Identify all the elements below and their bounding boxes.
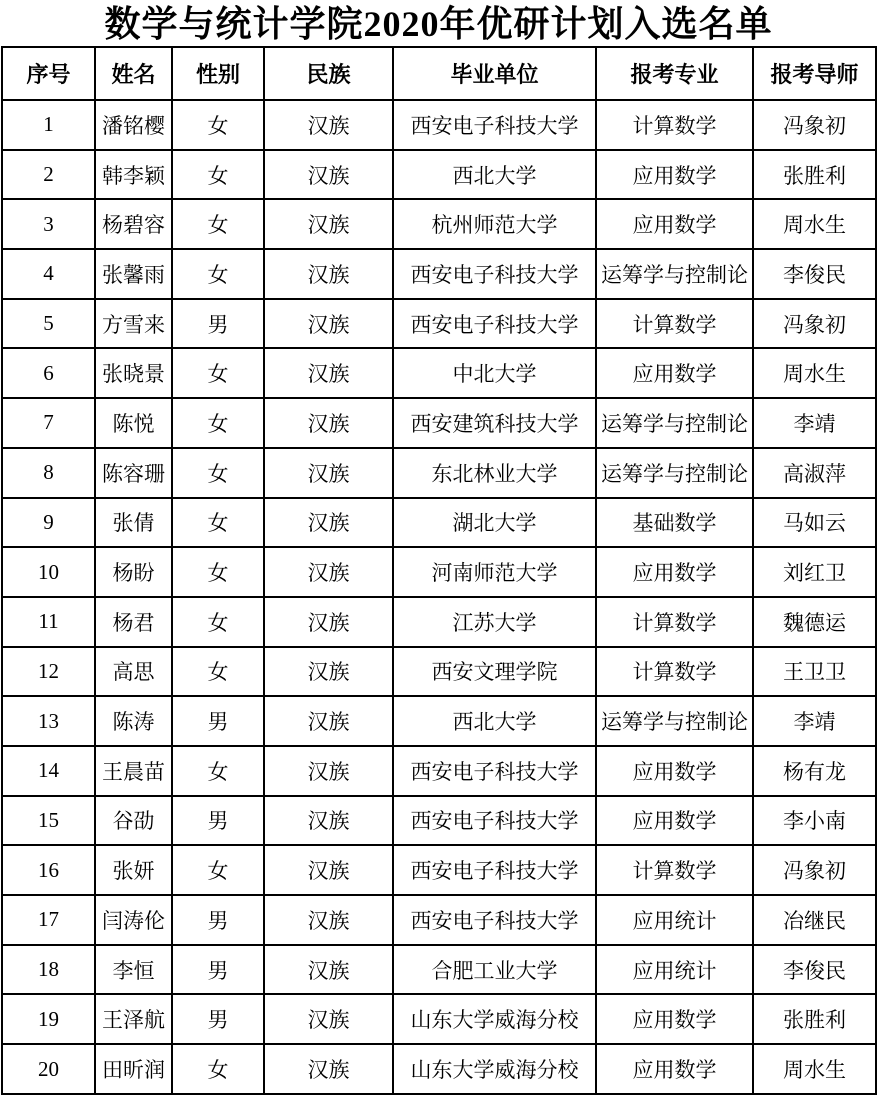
table-cell-applied-advisor: 张胜利 <box>753 994 876 1044</box>
table-cell-graduation-school: 西安文理学院 <box>393 647 596 697</box>
table-cell-index: 9 <box>2 498 95 548</box>
table-cell-gender: 女 <box>172 597 264 647</box>
table-cell-index: 13 <box>2 696 95 746</box>
table-cell-applied-advisor: 马如云 <box>753 498 876 548</box>
table-cell-applied-advisor: 李俊民 <box>753 945 876 995</box>
table-row <box>2 845 876 895</box>
table-cell-applied-major: 应用统计 <box>596 945 753 995</box>
table-row <box>2 796 876 846</box>
table-row <box>2 647 876 697</box>
table-cell-name: 王晨苗 <box>95 746 172 796</box>
table-cell-gender: 女 <box>172 498 264 548</box>
table-header-row <box>2 47 876 100</box>
table-cell-name: 韩李颖 <box>95 150 172 200</box>
table-cell-name: 高思 <box>95 647 172 697</box>
table-cell-gender: 女 <box>172 249 264 299</box>
table-cell-index: 3 <box>2 199 95 249</box>
table-cell-graduation-school: 中北大学 <box>393 348 596 398</box>
table-cell-applied-advisor: 周水生 <box>753 199 876 249</box>
table-cell-name: 张倩 <box>95 498 172 548</box>
table-cell-name: 杨君 <box>95 597 172 647</box>
table-row <box>2 398 876 448</box>
table-cell-name: 闫涛伦 <box>95 895 172 945</box>
table-cell-gender: 女 <box>172 448 264 498</box>
table-row <box>2 746 876 796</box>
table-cell-gender: 男 <box>172 895 264 945</box>
table-cell-applied-advisor: 高淑萍 <box>753 448 876 498</box>
table-cell-applied-advisor: 冶继民 <box>753 895 876 945</box>
table-cell-gender: 男 <box>172 299 264 349</box>
column-header-graduation-school: 毕业单位 <box>393 47 596 100</box>
table-row <box>2 150 876 200</box>
table-cell-applied-major: 计算数学 <box>596 299 753 349</box>
table-cell-ethnicity: 汉族 <box>264 994 393 1044</box>
table-cell-index: 11 <box>2 597 95 647</box>
column-header-ethnicity: 民族 <box>264 47 393 100</box>
table-cell-gender: 女 <box>172 845 264 895</box>
table-body <box>2 100 876 1094</box>
table-cell-applied-advisor: 刘红卫 <box>753 547 876 597</box>
table-cell-graduation-school: 西安电子科技大学 <box>393 100 596 150</box>
table-cell-name: 王泽航 <box>95 994 172 1044</box>
table-cell-ethnicity: 汉族 <box>264 895 393 945</box>
table-cell-applied-advisor: 杨有龙 <box>753 746 876 796</box>
column-header-name: 姓名 <box>95 47 172 100</box>
table-cell-ethnicity: 汉族 <box>264 299 393 349</box>
table-cell-applied-major: 基础数学 <box>596 498 753 548</box>
table-cell-graduation-school: 东北林业大学 <box>393 448 596 498</box>
table-cell-applied-advisor: 李靖 <box>753 398 876 448</box>
table-cell-applied-advisor: 李俊民 <box>753 249 876 299</box>
table-cell-name: 潘铭樱 <box>95 100 172 150</box>
table-cell-applied-advisor: 李小南 <box>753 796 876 846</box>
table-cell-applied-major: 应用统计 <box>596 895 753 945</box>
table-row <box>2 448 876 498</box>
table-cell-index: 14 <box>2 746 95 796</box>
table-cell-applied-major: 应用数学 <box>596 796 753 846</box>
table-cell-index: 20 <box>2 1044 95 1094</box>
table-cell-index: 18 <box>2 945 95 995</box>
table-cell-applied-advisor: 张胜利 <box>753 150 876 200</box>
table-cell-name: 杨盼 <box>95 547 172 597</box>
table-cell-applied-major: 运筹学与控制论 <box>596 696 753 746</box>
table-cell-ethnicity: 汉族 <box>264 547 393 597</box>
table-cell-applied-advisor: 冯象初 <box>753 299 876 349</box>
table-cell-name: 杨碧容 <box>95 199 172 249</box>
table-cell-gender: 女 <box>172 100 264 150</box>
table-cell-ethnicity: 汉族 <box>264 348 393 398</box>
table-cell-applied-major: 计算数学 <box>596 845 753 895</box>
table-cell-ethnicity: 汉族 <box>264 746 393 796</box>
table-cell-applied-advisor: 魏德运 <box>753 597 876 647</box>
table-cell-name: 谷劭 <box>95 796 172 846</box>
table-cell-ethnicity: 汉族 <box>264 597 393 647</box>
table-cell-graduation-school: 西北大学 <box>393 150 596 200</box>
table-cell-graduation-school: 西安建筑科技大学 <box>393 398 596 448</box>
table-cell-name: 李恒 <box>95 945 172 995</box>
table-cell-applied-major: 计算数学 <box>596 100 753 150</box>
table-cell-index: 17 <box>2 895 95 945</box>
table-cell-graduation-school: 湖北大学 <box>393 498 596 548</box>
table-cell-applied-advisor: 王卫卫 <box>753 647 876 697</box>
table-cell-index: 16 <box>2 845 95 895</box>
table-cell-ethnicity: 汉族 <box>264 398 393 448</box>
table-cell-graduation-school: 杭州师范大学 <box>393 199 596 249</box>
table-cell-gender: 女 <box>172 1044 264 1094</box>
table-cell-name: 张晓景 <box>95 348 172 398</box>
table-row <box>2 498 876 548</box>
table-cell-applied-major: 运筹学与控制论 <box>596 249 753 299</box>
table-cell-applied-advisor: 李靖 <box>753 696 876 746</box>
table-cell-applied-major: 应用数学 <box>596 547 753 597</box>
table-cell-gender: 女 <box>172 746 264 796</box>
table-cell-applied-major: 运筹学与控制论 <box>596 448 753 498</box>
table-cell-gender: 女 <box>172 647 264 697</box>
selection-roster-table <box>1 46 877 1095</box>
table-row <box>2 895 876 945</box>
table-row <box>2 1044 876 1094</box>
table-cell-graduation-school: 西安电子科技大学 <box>393 299 596 349</box>
table-row <box>2 597 876 647</box>
table-cell-graduation-school: 西安电子科技大学 <box>393 249 596 299</box>
table-cell-index: 8 <box>2 448 95 498</box>
table-cell-gender: 男 <box>172 696 264 746</box>
table-cell-graduation-school: 合肥工业大学 <box>393 945 596 995</box>
table-cell-graduation-school: 山东大学威海分校 <box>393 1044 596 1094</box>
table-cell-graduation-school: 山东大学威海分校 <box>393 994 596 1044</box>
table-cell-ethnicity: 汉族 <box>264 1044 393 1094</box>
table-cell-ethnicity: 汉族 <box>264 845 393 895</box>
table-cell-name: 陈涛 <box>95 696 172 746</box>
table-cell-gender: 女 <box>172 348 264 398</box>
table-cell-name: 陈悦 <box>95 398 172 448</box>
table-cell-name: 陈容珊 <box>95 448 172 498</box>
table-cell-applied-major: 应用数学 <box>596 994 753 1044</box>
table-row <box>2 994 876 1044</box>
table-cell-applied-major: 计算数学 <box>596 597 753 647</box>
table-cell-ethnicity: 汉族 <box>264 100 393 150</box>
page-title: 数学与统计学院2020年优研计划入选名单 <box>104 4 773 44</box>
table-cell-ethnicity: 汉族 <box>264 945 393 995</box>
table-cell-ethnicity: 汉族 <box>264 199 393 249</box>
table-row <box>2 199 876 249</box>
table-row <box>2 100 876 150</box>
table-cell-index: 2 <box>2 150 95 200</box>
table-cell-graduation-school: 西安电子科技大学 <box>393 796 596 846</box>
table-cell-ethnicity: 汉族 <box>264 696 393 746</box>
table-row <box>2 547 876 597</box>
table-cell-graduation-school: 西安电子科技大学 <box>393 895 596 945</box>
table-cell-gender: 男 <box>172 945 264 995</box>
table-cell-gender: 男 <box>172 796 264 846</box>
table-cell-applied-major: 计算数学 <box>596 647 753 697</box>
table-cell-graduation-school: 河南师范大学 <box>393 547 596 597</box>
table-row <box>2 299 876 349</box>
table-cell-name: 张馨雨 <box>95 249 172 299</box>
table-cell-applied-advisor: 冯象初 <box>753 100 876 150</box>
column-header-applied-advisor: 报考导师 <box>753 47 876 100</box>
table-cell-graduation-school: 西北大学 <box>393 696 596 746</box>
table-cell-applied-major: 应用数学 <box>596 348 753 398</box>
table-cell-gender: 女 <box>172 150 264 200</box>
table-cell-applied-major: 应用数学 <box>596 746 753 796</box>
table-cell-name: 田昕润 <box>95 1044 172 1094</box>
column-header-gender: 性别 <box>172 47 264 100</box>
table-cell-applied-major: 应用数学 <box>596 199 753 249</box>
column-header-applied-major: 报考专业 <box>596 47 753 100</box>
table-row <box>2 696 876 746</box>
table-cell-applied-advisor: 周水生 <box>753 1044 876 1094</box>
table-cell-applied-advisor: 周水生 <box>753 348 876 398</box>
table-cell-applied-major: 应用数学 <box>596 150 753 200</box>
table-cell-ethnicity: 汉族 <box>264 448 393 498</box>
table-cell-graduation-school: 江苏大学 <box>393 597 596 647</box>
table-cell-index: 12 <box>2 647 95 697</box>
table-cell-gender: 女 <box>172 199 264 249</box>
table-row <box>2 249 876 299</box>
table-cell-graduation-school: 西安电子科技大学 <box>393 845 596 895</box>
table-cell-index: 7 <box>2 398 95 448</box>
table-cell-ethnicity: 汉族 <box>264 796 393 846</box>
table-cell-index: 6 <box>2 348 95 398</box>
table-row <box>2 348 876 398</box>
table-cell-gender: 女 <box>172 398 264 448</box>
table-cell-index: 1 <box>2 100 95 150</box>
table-cell-ethnicity: 汉族 <box>264 498 393 548</box>
table-cell-applied-advisor: 冯象初 <box>753 845 876 895</box>
table-cell-index: 19 <box>2 994 95 1044</box>
table-cell-index: 4 <box>2 249 95 299</box>
table-cell-ethnicity: 汉族 <box>264 150 393 200</box>
table-cell-name: 张妍 <box>95 845 172 895</box>
table-cell-gender: 女 <box>172 547 264 597</box>
table-cell-name: 方雪来 <box>95 299 172 349</box>
table-cell-gender: 男 <box>172 994 264 1044</box>
table-row <box>2 945 876 995</box>
table-cell-index: 10 <box>2 547 95 597</box>
column-header-index: 序号 <box>2 47 95 100</box>
table-cell-applied-major: 应用数学 <box>596 1044 753 1094</box>
table-cell-index: 5 <box>2 299 95 349</box>
table-cell-index: 15 <box>2 796 95 846</box>
table-cell-ethnicity: 汉族 <box>264 249 393 299</box>
table-cell-applied-major: 运筹学与控制论 <box>596 398 753 448</box>
table-cell-graduation-school: 西安电子科技大学 <box>393 746 596 796</box>
table-cell-ethnicity: 汉族 <box>264 647 393 697</box>
